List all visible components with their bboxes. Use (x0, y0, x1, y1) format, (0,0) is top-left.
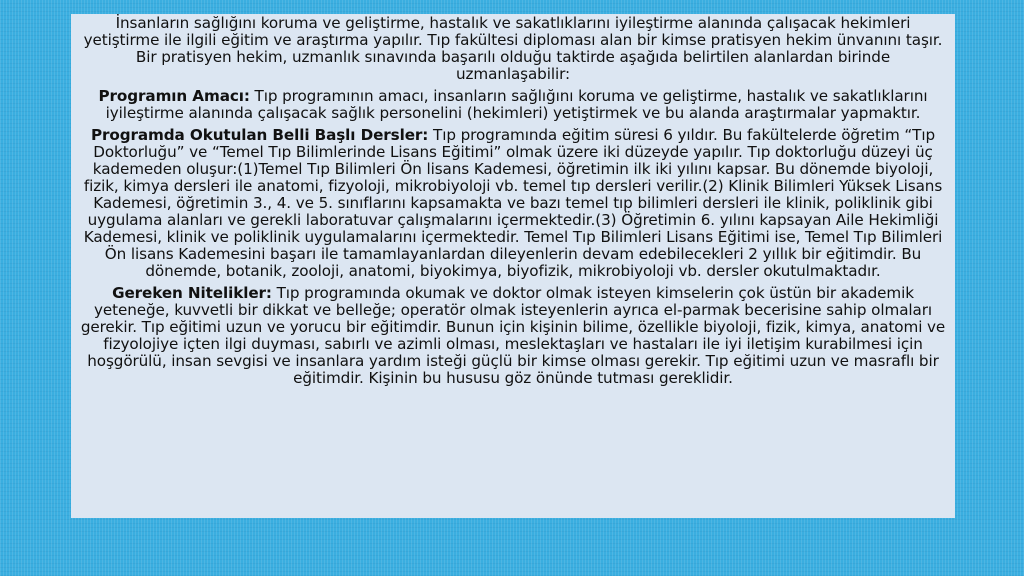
courses-text: Tıp programında eğitim süresi 6 yıldır. Bu fakültelerde öğretim “Tıp Doktorluğu” ve “Temel Tıp Bilimlerinde Lisans Eğitimi” olmak üzere iki düzeyde yapılır. Tıp doktorluğu düzeyi üç kademeden oluşur:(1)Temel Tıp Bilimleri Ön lisans Kademesi, öğretimin ilk iki yılını kapsar. Bu dönemde biyoloji, fizik, kimya dersleri ile anatomi, fizyoloji, mikrobiyoloji vb. temel tıp dersleri verilir.(2) Klinik Bilimleri Yüksek Lisans Kademesi, öğretimin 3., 4. ve 5. sınıflarını kapsamakta ve bazı temel tıp bilimleri dersleri ile klinik, poliklinik gibi uygulama alanları ve gerekli laboratuvar çalışmalarını içermektedir.(3) Öğretimin 6. yılını kapsayan Aile Hekimliği Kademesi, klinik ve poliklinik uygulamalarını içermektedir. Temel Tıp Bilimleri Lisans Eğitimi ise, Temel Tıp Bilimleri Ön lisans Kademesini başarı ile tamamlayanlardan dileyenlerin devam edebilecekleri 2 yıllık bir eğitimdir. Bu dönemde, botanik, zooloji, anatomi, biyokimya, biyofizik, mikrobiyoloji vb. dersler okutulmaktadır. (83, 126, 943, 280)
courses-paragraph (77, 127, 949, 280)
requirements-paragraph (77, 285, 949, 387)
program-aim-text: Tıp programının amacı, insanların sağlığını koruma ve geliştirme, hastalık ve sakatlıklarını iyileştirme alanında çalışacak sağlık personelini (hekimleri) yetiştirmek ve bu alanda araştırmalar yapmaktır. (105, 87, 928, 122)
program-aim-paragraph (77, 88, 949, 122)
requirements-heading: Gereken Nitelikler: (112, 284, 272, 302)
requirements-text: Tıp programında okumak ve doktor olmak isteyen kimselerin çok üstün bir akademik yeteneğe, kuvvetli bir dikkat ve belleğe; operatör olmak isteyenlerin ayrıca el-parmak becerisine sahip olmaları gerekir. Tıp eğitimi uzun ve yorucu bir eğitimdir. Bunun için kişinin bilime, özellikle biyoloji, fizik, kimya, anatomi ve fizyolojiye içten ilgi duyması, sabırlı ve azimli olması, meslektaşları ve hastaları ile iyi iletişim kurabilmesi için hoşgörülü, insan sevgisi ve insanlara yardım isteği güçlü bir kimse olması gerekir. Tıp eğitimi uzun ve masraflı bir eğitimdir. Kişinin bu hususu göz önünde tutması gereklidir. (80, 284, 946, 387)
program-aim-heading: Programın Amacı: (98, 87, 250, 105)
intro-paragraph: İnsanların sağlığını koruma ve geliştirme, hastalık ve sakatlıklarını iyileştirme alanında çalışacak hekimleri yetiştirme ile ilgili eğitim ve araştırma yapılır. Tıp fakültesi diploması alan bir kimse pratisyen hekim ünvanını taşır. Bir pratisyen hekim, uzmanlık sınavında başarılı olduğu taktirde aşağıda belirtilen alanlardan birinde uzmanlaşabilir: (83, 14, 943, 83)
courses-heading: Programda Okutulan Belli Başlı Dersler: (90, 126, 429, 144)
slide-content-card (71, 14, 955, 518)
